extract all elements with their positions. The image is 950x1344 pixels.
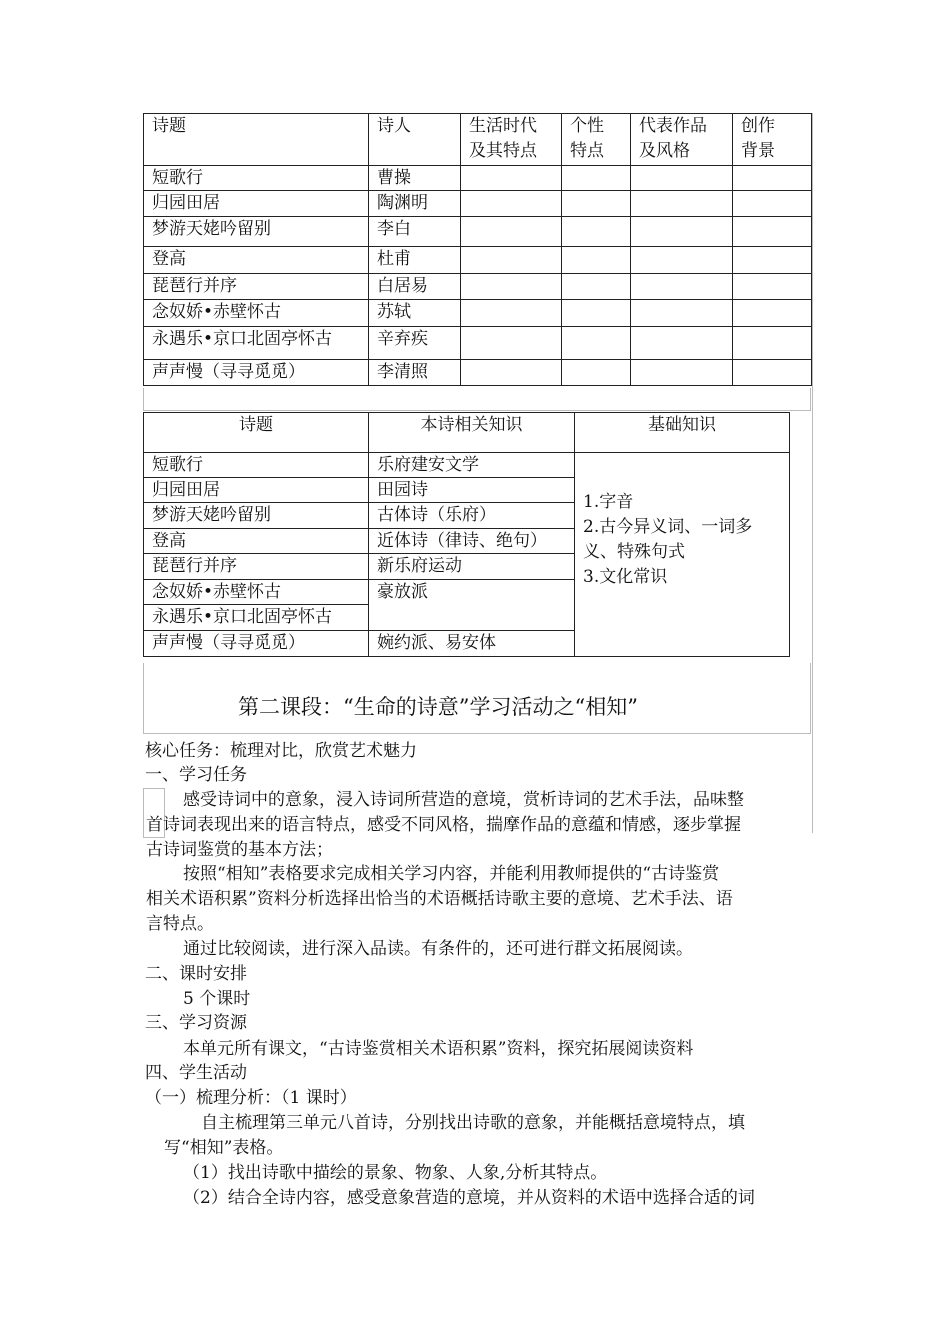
paragraph-line: （1）找出诗歌中描绘的景象、物象、人象,分析其特点。 <box>183 1163 608 1183</box>
related-knowledge: 古体诗（乐府） <box>369 503 575 529</box>
header-cell: 生活时代 及其特点 <box>461 114 562 166</box>
poem-title: 琵琶行并序 <box>144 274 369 300</box>
paragraph-line: 首诗词表现出来的语言特点，感受不同风格，揣摩作品的意蕴和情感，逐步掌握 <box>146 815 741 835</box>
poet-name: 曹操 <box>369 166 461 191</box>
heading-resources: 三、学习资源 <box>145 1013 247 1033</box>
header-cell: 诗题 <box>144 413 369 453</box>
basics-line: 2.古今异义词、一词多 <box>583 516 753 537</box>
poem-title: 梦游天姥吟留别 <box>144 217 369 247</box>
related-knowledge: 乐府建安文学 <box>369 453 575 478</box>
poem-title: 声声慢（寻寻觅觅） <box>144 631 369 657</box>
poem-title: 琵琶行并序 <box>144 554 369 580</box>
related-knowledge: 田园诗 <box>369 478 575 503</box>
poet-name: 李白 <box>369 217 461 247</box>
poet-table-header <box>144 114 812 166</box>
table-row <box>144 327 812 360</box>
paragraph-line: 自主梳理第三单元八首诗，分别找出诗歌的意象，并能概括意境特点，填 <box>201 1113 745 1133</box>
paragraph-line: 言特点。 <box>146 914 214 934</box>
basics-cell <box>575 453 790 657</box>
poem-title: 声声慢（寻寻觅觅） <box>144 360 369 386</box>
paragraph-line: 相关术语积累”资料分析选择出恰当的术语概括诗歌主要的意境、艺术手法、语 <box>146 889 733 909</box>
poem-title: 梦游天姥吟留别 <box>144 503 369 529</box>
header-cell: 诗题 <box>144 114 369 166</box>
poem-title: 登高 <box>144 529 369 554</box>
paragraph-line: 写“相知”表格。 <box>164 1138 284 1158</box>
table-row <box>144 217 812 247</box>
poet-name: 辛弃疾 <box>369 327 461 360</box>
poet-name: 杜甫 <box>369 247 461 274</box>
poet-name: 苏轼 <box>369 300 461 327</box>
knowledge-table <box>143 412 790 657</box>
table-row <box>144 274 812 300</box>
poem-title: 登高 <box>144 247 369 274</box>
poem-title: 念奴娇•赤壁怀古 <box>144 580 369 605</box>
related-knowledge: 豪放派 <box>369 580 575 631</box>
related-knowledge: 近体诗（律诗、绝句） <box>369 529 575 554</box>
subheading-analysis: （一）梳理分析：（1 课时） <box>145 1088 357 1108</box>
poem-title: 念奴娇•赤壁怀古 <box>144 300 369 327</box>
header-cell: 个性 特点 <box>562 114 631 166</box>
poem-title: 归园田居 <box>144 191 369 217</box>
core-task: 核心任务：梳理对比，欣赏艺术魅力 <box>145 741 417 761</box>
basics-line: 义、特殊句式 <box>583 541 685 562</box>
basics-line: 3.文化常识 <box>583 566 668 587</box>
poem-title: 归园田居 <box>144 478 369 503</box>
paragraph-line: 古诗词鉴赏的基本方法； <box>146 840 333 860</box>
heading-schedule: 二、课时安排 <box>145 964 247 984</box>
paragraph-line: 通过比较阅读，进行深入品读。有条件的，还可进行群文拓展阅读。 <box>183 939 693 959</box>
poet-table <box>143 113 812 386</box>
related-knowledge: 婉约派、易安体 <box>369 631 575 657</box>
knowledge-table-header <box>144 413 790 453</box>
basics-line: 1.字音 <box>583 491 634 512</box>
poem-title: 短歌行 <box>144 166 369 191</box>
header-cell: 诗人 <box>369 114 461 166</box>
table-row <box>144 191 812 217</box>
paragraph-line: 5 个课时 <box>183 989 251 1009</box>
poet-name: 白居易 <box>369 274 461 300</box>
table-row <box>144 453 790 478</box>
poem-title: 短歌行 <box>144 453 369 478</box>
header-cell: 基础知识 <box>575 413 790 453</box>
paragraph-line: 本单元所有课文，“古诗鉴赏相关术语积累”资料，探究拓展阅读资料 <box>183 1039 694 1059</box>
paragraph-line: 按照“相知”表格要求完成相关学习内容，并能利用教师提供的“古诗鉴赏 <box>183 864 720 884</box>
related-knowledge: 新乐府运动 <box>369 554 575 580</box>
section-title: 第二课段：“生命的诗意”学习活动之“相知” <box>238 695 638 719</box>
table-row <box>144 300 812 327</box>
paragraph-line: （2）结合全诗内容，感受意象营造的意境，并从资料的术语中选择合适的词 <box>183 1188 755 1208</box>
heading-student-activity: 四、学生活动 <box>145 1063 247 1083</box>
scan-frame-1 <box>143 388 811 411</box>
poem-title: 永遇乐•京口北固亭怀古 <box>144 327 369 360</box>
poet-name: 陶渊明 <box>369 191 461 217</box>
header-cell: 创作 背景 <box>733 114 812 166</box>
poet-name: 李清照 <box>369 360 461 386</box>
table-row <box>144 166 812 191</box>
table-row <box>144 360 812 386</box>
paragraph-line: 感受诗词中的意象，浸入诗词所营造的意境，赏析诗词的艺术手法，品味整 <box>183 790 744 810</box>
table-row <box>144 247 812 274</box>
heading-learning-task: 一、学习任务 <box>145 765 247 785</box>
header-cell: 代表作品 及风格 <box>631 114 733 166</box>
header-cell: 本诗相关知识 <box>369 413 575 453</box>
poem-title: 永遇乐•京口北固亭怀古 <box>144 605 369 631</box>
